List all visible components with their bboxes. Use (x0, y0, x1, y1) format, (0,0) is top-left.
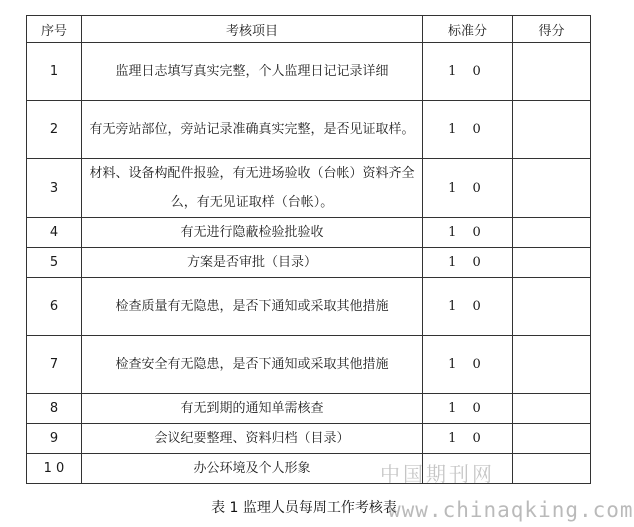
row-item: 检查安全有无隐患，是否下通知或采取其他措施 (82, 336, 423, 394)
row-no: 4 (27, 218, 82, 248)
row-score (513, 159, 591, 218)
table-row (27, 101, 591, 159)
row-standard: 1 0 (423, 278, 513, 336)
table-row (27, 43, 591, 101)
row-item: 会议纪要整理、资料归档（目录） (82, 424, 423, 454)
row-item: 检查质量有无隐患，是否下通知或采取其他措施 (82, 278, 423, 336)
header-standard: 标准分 (423, 16, 513, 43)
row-no: 9 (27, 424, 82, 454)
row-no: 8 (27, 394, 82, 424)
row-no: 5 (27, 248, 82, 278)
row-score (513, 278, 591, 336)
table-row (27, 336, 591, 394)
table-row (27, 424, 591, 454)
table-row (27, 454, 591, 484)
row-score (513, 454, 591, 484)
watermark-chinese: 中国期刊网 (380, 462, 495, 486)
row-score (513, 248, 591, 278)
row-no: 1 0 (27, 454, 82, 484)
table-row (27, 218, 591, 248)
table-row (27, 248, 591, 278)
row-score (513, 336, 591, 394)
table-row (27, 159, 591, 218)
row-score (513, 218, 591, 248)
row-item: 有无到期的通知单需核查 (82, 394, 423, 424)
row-no: 7 (27, 336, 82, 394)
row-item: 有无旁站部位，旁站记录准确真实完整，是否见证取样。 (82, 101, 423, 159)
row-no: 2 (27, 101, 82, 159)
row-score (513, 43, 591, 101)
row-standard: 1 0 (423, 336, 513, 394)
assessment-table (26, 15, 591, 484)
watermark-url: www.chinaqking.com (388, 498, 634, 522)
row-item: 监理日志填写真实完整，个人监理日记记录详细 (82, 43, 423, 101)
header-no: 序号 (27, 16, 82, 43)
row-no: 1 (27, 43, 82, 101)
row-item: 方案是否审批（目录） (82, 248, 423, 278)
row-standard: 1 0 (423, 43, 513, 101)
row-item: 材料、设备构配件报验，有无进场验收（台帐）资料齐全么，有无见证取样（台帐）。 (82, 159, 423, 218)
header-score: 得分 (513, 16, 591, 43)
row-score (513, 101, 591, 159)
row-standard: 1 0 (423, 218, 513, 248)
row-no: 6 (27, 278, 82, 336)
header-row (27, 16, 591, 43)
table-caption: 表 1 监理人员每周工作考核表 (211, 500, 397, 516)
row-standard: 1 0 (423, 101, 513, 159)
row-standard: 1 0 (423, 248, 513, 278)
row-item: 有无进行隐蔽检验批验收 (82, 218, 423, 248)
header-item: 考核项目 (82, 16, 423, 43)
row-score (513, 394, 591, 424)
row-score (513, 424, 591, 454)
row-item: 办公环境及个人形象 (82, 454, 423, 484)
row-standard: 1 0 (423, 424, 513, 454)
table-row (27, 278, 591, 336)
row-no: 3 (27, 159, 82, 218)
table-row (27, 394, 591, 424)
row-standard: 1 0 (423, 159, 513, 218)
row-standard: 1 0 (423, 394, 513, 424)
